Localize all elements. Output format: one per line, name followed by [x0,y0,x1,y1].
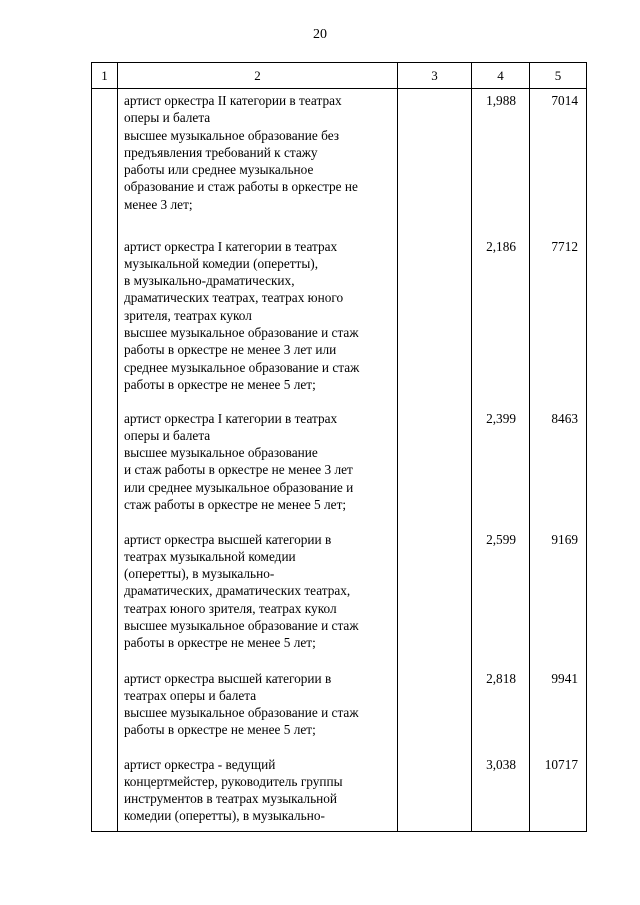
position-description [118,753,398,832]
header-col-5: 5 [530,63,587,89]
table-row [92,89,587,235]
cell-col-3 [398,667,472,753]
description-line: оперы и балета [124,427,211,443]
header-col-4: 4 [472,63,530,89]
coefficient-value: 2,186 [472,235,530,407]
position-description [118,407,398,528]
table-row [92,667,587,753]
coefficient-value: 3,038 [472,753,530,832]
description-line: артист оркестра - ведущий [124,756,276,772]
salary-value: 8463 [530,407,587,528]
description-line: зрителя, театрах кукол [124,307,252,323]
page-number: 20 [313,27,327,42]
description-line: (оперетты), в музыкально- [124,566,275,582]
description-line: стаж работы в оркестре не менее 5 лет; [124,496,347,512]
table-row [92,753,587,832]
position-description [118,667,398,753]
coefficient-value: 2,599 [472,528,530,667]
cell-col-1 [92,753,118,832]
cell-col-1 [92,667,118,753]
coefficient-value: 2,399 [472,407,530,528]
salary-value: 9941 [530,667,587,753]
salary-value: 7014 [530,89,587,235]
coefficient-value: 2,818 [472,667,530,753]
description-line: менее 3 лет; [124,196,193,212]
description-line: работы в оркестре не менее 5 лет; [124,376,316,392]
header-row [92,63,587,89]
description-line: артист оркестра II категории в театрах [124,93,342,108]
description-line: артист оркестра I категории в театрах [124,410,338,426]
cell-col-1 [92,528,118,667]
cell-col-1 [92,89,118,235]
cell-col-1 [92,407,118,528]
description-line: драматических, драматических театрах, [124,583,351,599]
table-row [92,235,587,407]
description-line: театрах оперы и балета [124,687,257,703]
table-row [92,528,587,667]
description-line: концертмейстер, руководитель группы [124,773,343,789]
description-line: образование и стаж работы в оркестре не [124,179,358,195]
description-line: драматических театрах, театрах юного [124,290,344,306]
description-line: среднее музыкальное образование и стаж [124,359,360,375]
salary-value: 9169 [530,528,587,667]
description-line: артист оркестра высшей категории в [124,670,332,686]
description-line: высшее музыкальное образование и стаж [124,705,359,721]
description-line: музыкальной комедии (оперетты), [124,255,319,271]
cell-col-3 [398,528,472,667]
cell-col-1 [92,235,118,407]
description-line: комедии (оперетты), в музыкально- [124,808,325,824]
description-line: оперы и балета [124,110,211,126]
description-line: артист оркестра I категории в театрах [124,238,338,254]
salary-table [91,62,587,832]
position-description [118,89,398,235]
header-col-1: 1 [92,63,118,89]
description-line: в музыкально-драматических, [124,273,295,289]
description-line: артист оркестра высшей категории в [124,531,332,547]
description-line: высшее музыкальное образование и стаж [124,324,359,340]
description-line: высшее музыкальное образование [124,445,318,461]
description-line: предъявления требований к стажу [124,144,318,160]
table-row [92,407,587,528]
description-line: театрах музыкальной комедии [124,548,296,564]
salary-value: 10717 [530,753,587,832]
description-line: или среднее музыкальное образование и [124,479,354,495]
cell-col-3 [398,235,472,407]
header-col-3: 3 [398,63,472,89]
position-description [118,235,398,407]
cell-col-3 [398,407,472,528]
cell-col-3 [398,753,472,832]
position-description [118,528,398,667]
description-line: высшее музыкальное образование без [124,127,340,143]
salary-value: 7712 [530,235,587,407]
description-line: высшее музыкальное образование и стаж [124,617,359,633]
description-line: театрах юного зрителя, театрах кукол [124,600,337,616]
description-line: работы или среднее музыкальное [124,162,314,178]
description-line: и стаж работы в оркестре не менее 3 лет [124,462,353,478]
header-col-2: 2 [118,63,398,89]
description-line: работы в оркестре не менее 5 лет; [124,722,316,738]
cell-col-3 [398,89,472,235]
description-line: работы в оркестре не менее 5 лет; [124,635,316,651]
coefficient-value: 1,988 [472,89,530,235]
description-line: работы в оркестре не менее 3 лет или [124,342,337,358]
description-line: инструментов в театрах музыкальной [124,791,338,807]
